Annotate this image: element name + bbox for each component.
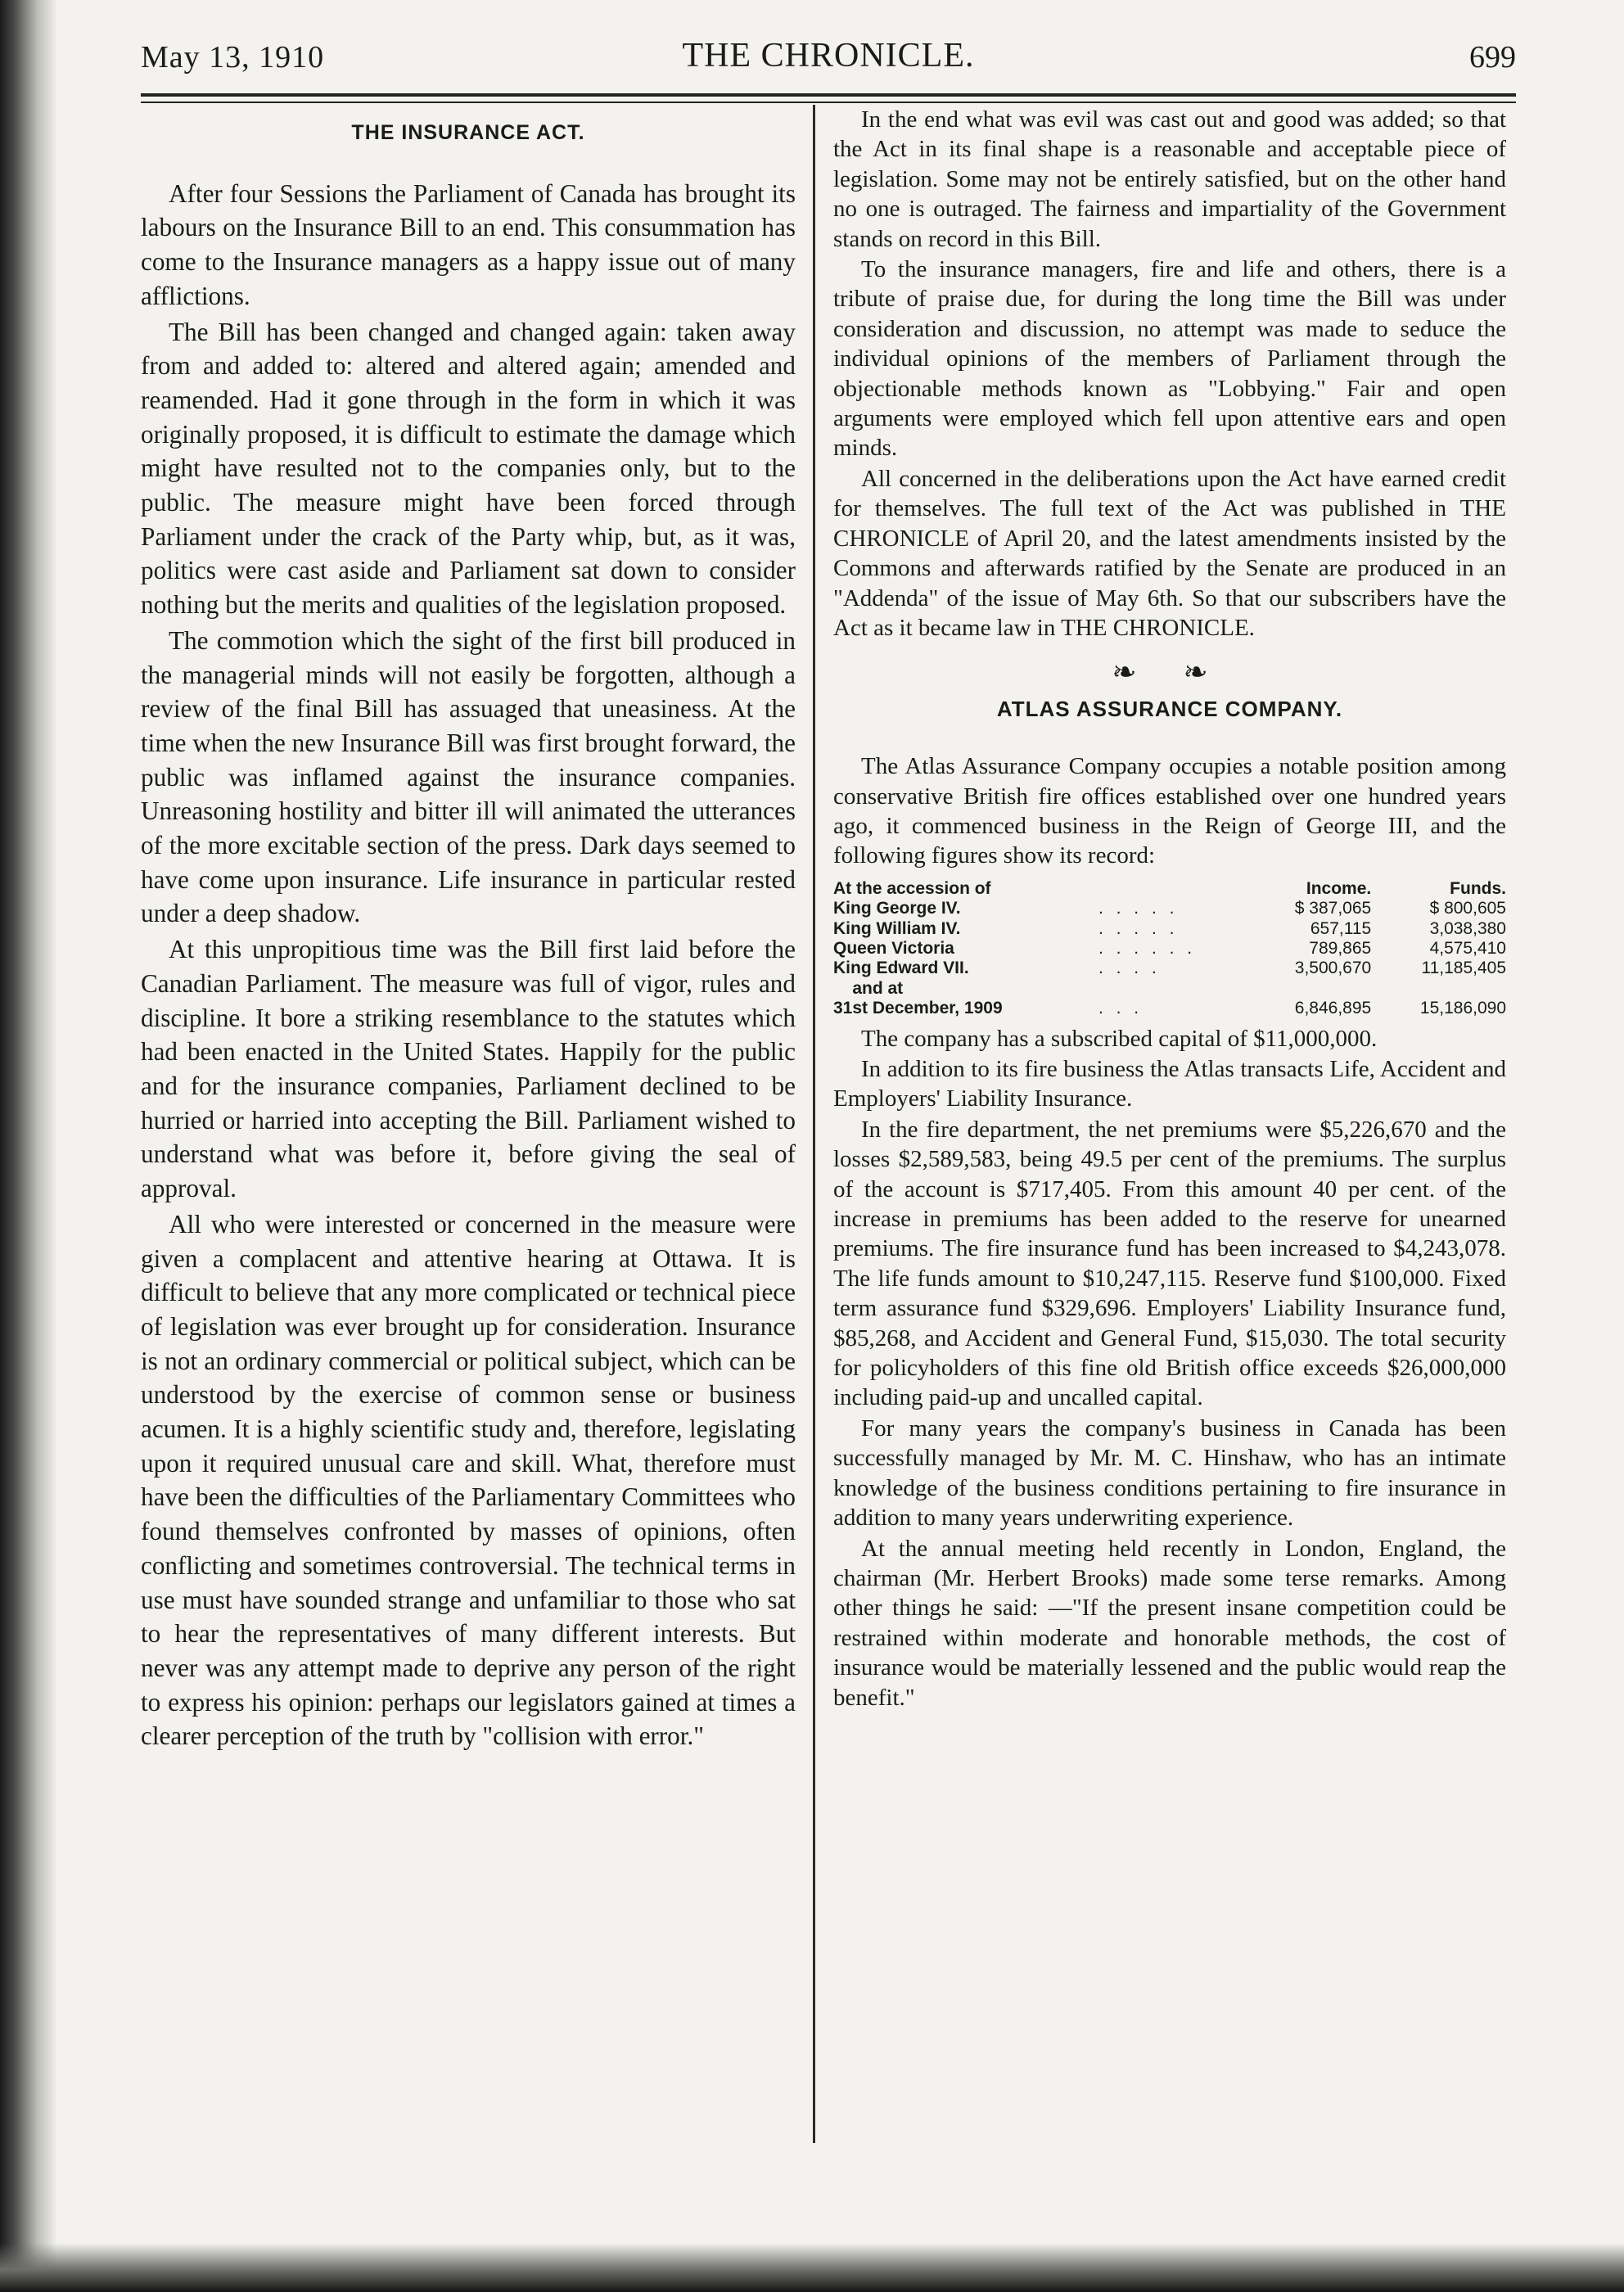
article-paragraph: The commotion which the sight of the first bill produced in the managerial minds will not easily be forgotten, although a review of the final Bill has assuaged that uneasiness. At the time when the new Insurance Bill was first brought forward, the public was inflamed against the insurance companies. Unreasoning hostility and bitter ill will animated the utterances of the more excitable section of the press. Dark days seemed to have come upon insurance. Life insurance in particular rested under a deep shadow. [141,625,796,928]
row-funds: 11,185,405 [1421,959,1506,978]
table-row [833,919,1506,939]
table-row [833,979,1506,999]
section-ornament: ❧ ❧ [1112,656,1228,689]
page-number: 699 [1469,40,1516,74]
row-leader [1098,979,1252,999]
article-paragraph: The company has a subscribed capital of $11,000,000. [861,1025,1378,1052]
header-rule-thick [141,93,1516,97]
row-leader: . . . [1098,999,1144,1018]
table-row [833,939,1506,959]
article-paragraph: The Atlas Assurance Company occupies a notable position among conservative British fire offices established over one hundred years ago, it commenced business in the Reign of George III, and the following figures show its record: [833,753,1506,869]
article-paragraph: All concerned in the deliberations upon the Act have earned credit for themselves. The full text of the Act was published in THE CHRONICLE of April 20, and the latest amendments insisted by the Commons and afterwards ratified by the Senate are produced in an "Addenda" of the issue of May 6th. So that our subscribers have the Act as it became law in THE CHRONICLE. [833,465,1506,641]
publication-title: THE CHRONICLE. [682,37,975,74]
row-funds: $ 800,605 [1429,899,1506,918]
article-heading-insurance-act: THE INSURANCE ACT. [351,121,585,144]
article-paragraph: The Bill has been changed and changed again: taken away from and added to: altered and altered again; amended and reamended. Had it gone through in the form in which it was originally proposed, it is difficult to estimate the damage which might have resulted not to the companies only, but to the public. The measure might have been forced through Parliament under the crack of the Party whip, but, as it was, politics were cast aside and Parliament sat down to consider nothing but the merits and qualities of the legislation proposed. [141,317,796,620]
article-heading-atlas: ATLAS ASSURANCE COMPANY. [996,696,1343,721]
row-income: 6,846,895 [1294,999,1372,1018]
scan-shadow-left [0,0,57,2292]
row-income: 789,865 [1309,938,1372,958]
column-divider [813,105,815,2143]
row-leader: . . . . . [1098,899,1179,918]
article-paragraph: In the fire department, the net premiums were $5,226,670 and the losses $2,589,583, being 49.5 per cent of the premiums. The surplus of the account is $717,405. From this amount 40 per cent. of the increase in premiums has been added to the reserve for unearned premiums. The fire insurance fund has been increased to $4,243,078. The life funds amount to $10,247,115. Reserve fund $100,000. Fixed term assurance fund $329,696. Employers' Liability Insurance fund, $85,268, and Accident and General Fund, $15,030. The total security for policyholders of this fine old British office exceeds $26,000,000 including paid-up and uncalled capital. [833,1116,1506,1411]
article-paragraph: For many years the company's business in Canada has been successfully managed by Mr. M. C. Hinshaw, who has an intimate knowledge of the business conditions pertaining to fire insurance in addition to many years underwriting experience. [833,1414,1506,1532]
table-header-funds: Funds. [1450,878,1506,898]
row-income [1252,979,1371,999]
table-row [833,899,1506,918]
row-label: King William IV. [833,918,961,938]
row-label: Queen Victoria [833,938,954,958]
row-funds: 15,186,090 [1419,999,1506,1018]
row-funds: 3,038,380 [1429,918,1506,938]
article-paragraph: After four Sessions the Parliament of Canada has brought its labours on the Insurance Bill to an end. This consummation has come to the Insurance managers as a happy issue out of many afflictions. [141,178,796,310]
issue-date: May 13, 1910 [141,40,325,74]
row-label: 31st December, 1909 [833,999,1003,1018]
row-leader: . . . . [1098,959,1161,978]
atlas-record-table [833,879,1506,1019]
table-row [833,999,1506,1018]
article-paragraph: In the end what was evil was cast out and good was added; so that the Act in its final shape is a reasonable and acceptable piece of legislation. Some may not be entirely satisfied, but on the other hand no one is outraged. The fairness and impartiality of the Government stands on record in this Bill. [833,106,1506,252]
row-label: King George IV. [833,899,961,918]
row-leader: . . . . . [1098,918,1179,938]
table-row [833,959,1506,978]
row-leader: . . . . . . [1098,938,1197,958]
left-column [141,105,796,1755]
right-column [833,105,1506,1713]
table-header-accession: At the accession of [833,878,991,898]
article-paragraph: All who were interested or concerned in the measure were given a complacent and attentive hearing at Ottawa. It is difficult to believe that any more complicated or technical piece of legislation was ever brought up for consideration. Insurance is not an ordinary commercial or political subject, which can be understood by the exercise of common sense or business acumen. It is a highly scientific study and, therefore, legislating upon it required unusual care and skill. What, therefore must have been the difficulties of the Parliamentary Committees who found themselves confronted by masses of opinions, often conflicting and sometimes controversial. The technical terms in use must have sounded strange and unfamiliar to those who sat to hear the representatives of many different interests. But never was any attempt made to deprive any person of the right to express his opinion: perhaps our legislators gained at times a clearer perception of the truth by "collision with error." [141,1209,796,1751]
article-paragraph: At this unpropitious time was the Bill first laid before the Canadian Parliament. The measure was full of vigor, rules and discipline. It bore a striking resemblance to the statutes which had been enacted in the United States. Happily for the public and for the insurance companies, Parliament declined to be hurried or harried into accepting the Bill. Parliament wished to understand what was before it, before giving the seal of approval. [141,935,796,1203]
row-income: $ 387,065 [1294,899,1372,918]
page-header [141,33,1516,82]
header-rule-thin [141,102,1516,103]
row-funds: 4,575,410 [1429,938,1506,958]
scan-shadow-bottom [0,2243,1624,2292]
row-funds [1371,979,1506,999]
article-paragraph: To the insurance managers, fire and life and others, there is a tribute of praise due, for during the long time the Bill was under consideration and discussion, no attempt was made to seduce the individual opinions of the members of Parliament through the objectionable methods known as "Lobbying." Fair and open arguments were employed which fell upon attentive ears and open minds. [833,256,1506,462]
article-paragraph: At the annual meeting held recently in London, England, the chairman (Mr. Herbert Brooks) made some terse remarks. Among other things he said: —"If the present insane competition could be restrained within moderate and honorable methods, the cost of insurance would be materially lessened and the public would reap the benefit." [833,1535,1506,1711]
row-income: 3,500,670 [1294,959,1372,978]
table-header-row [833,879,1506,899]
row-label: King Edward VII. [833,959,969,978]
article-paragraph: In addition to its fire business the Atlas transacts Life, Accident and Employers' Liability Insurance. [833,1056,1506,1112]
row-label: and at [833,978,904,998]
table-header-income: Income. [1306,878,1372,898]
row-income: 657,115 [1310,918,1372,938]
